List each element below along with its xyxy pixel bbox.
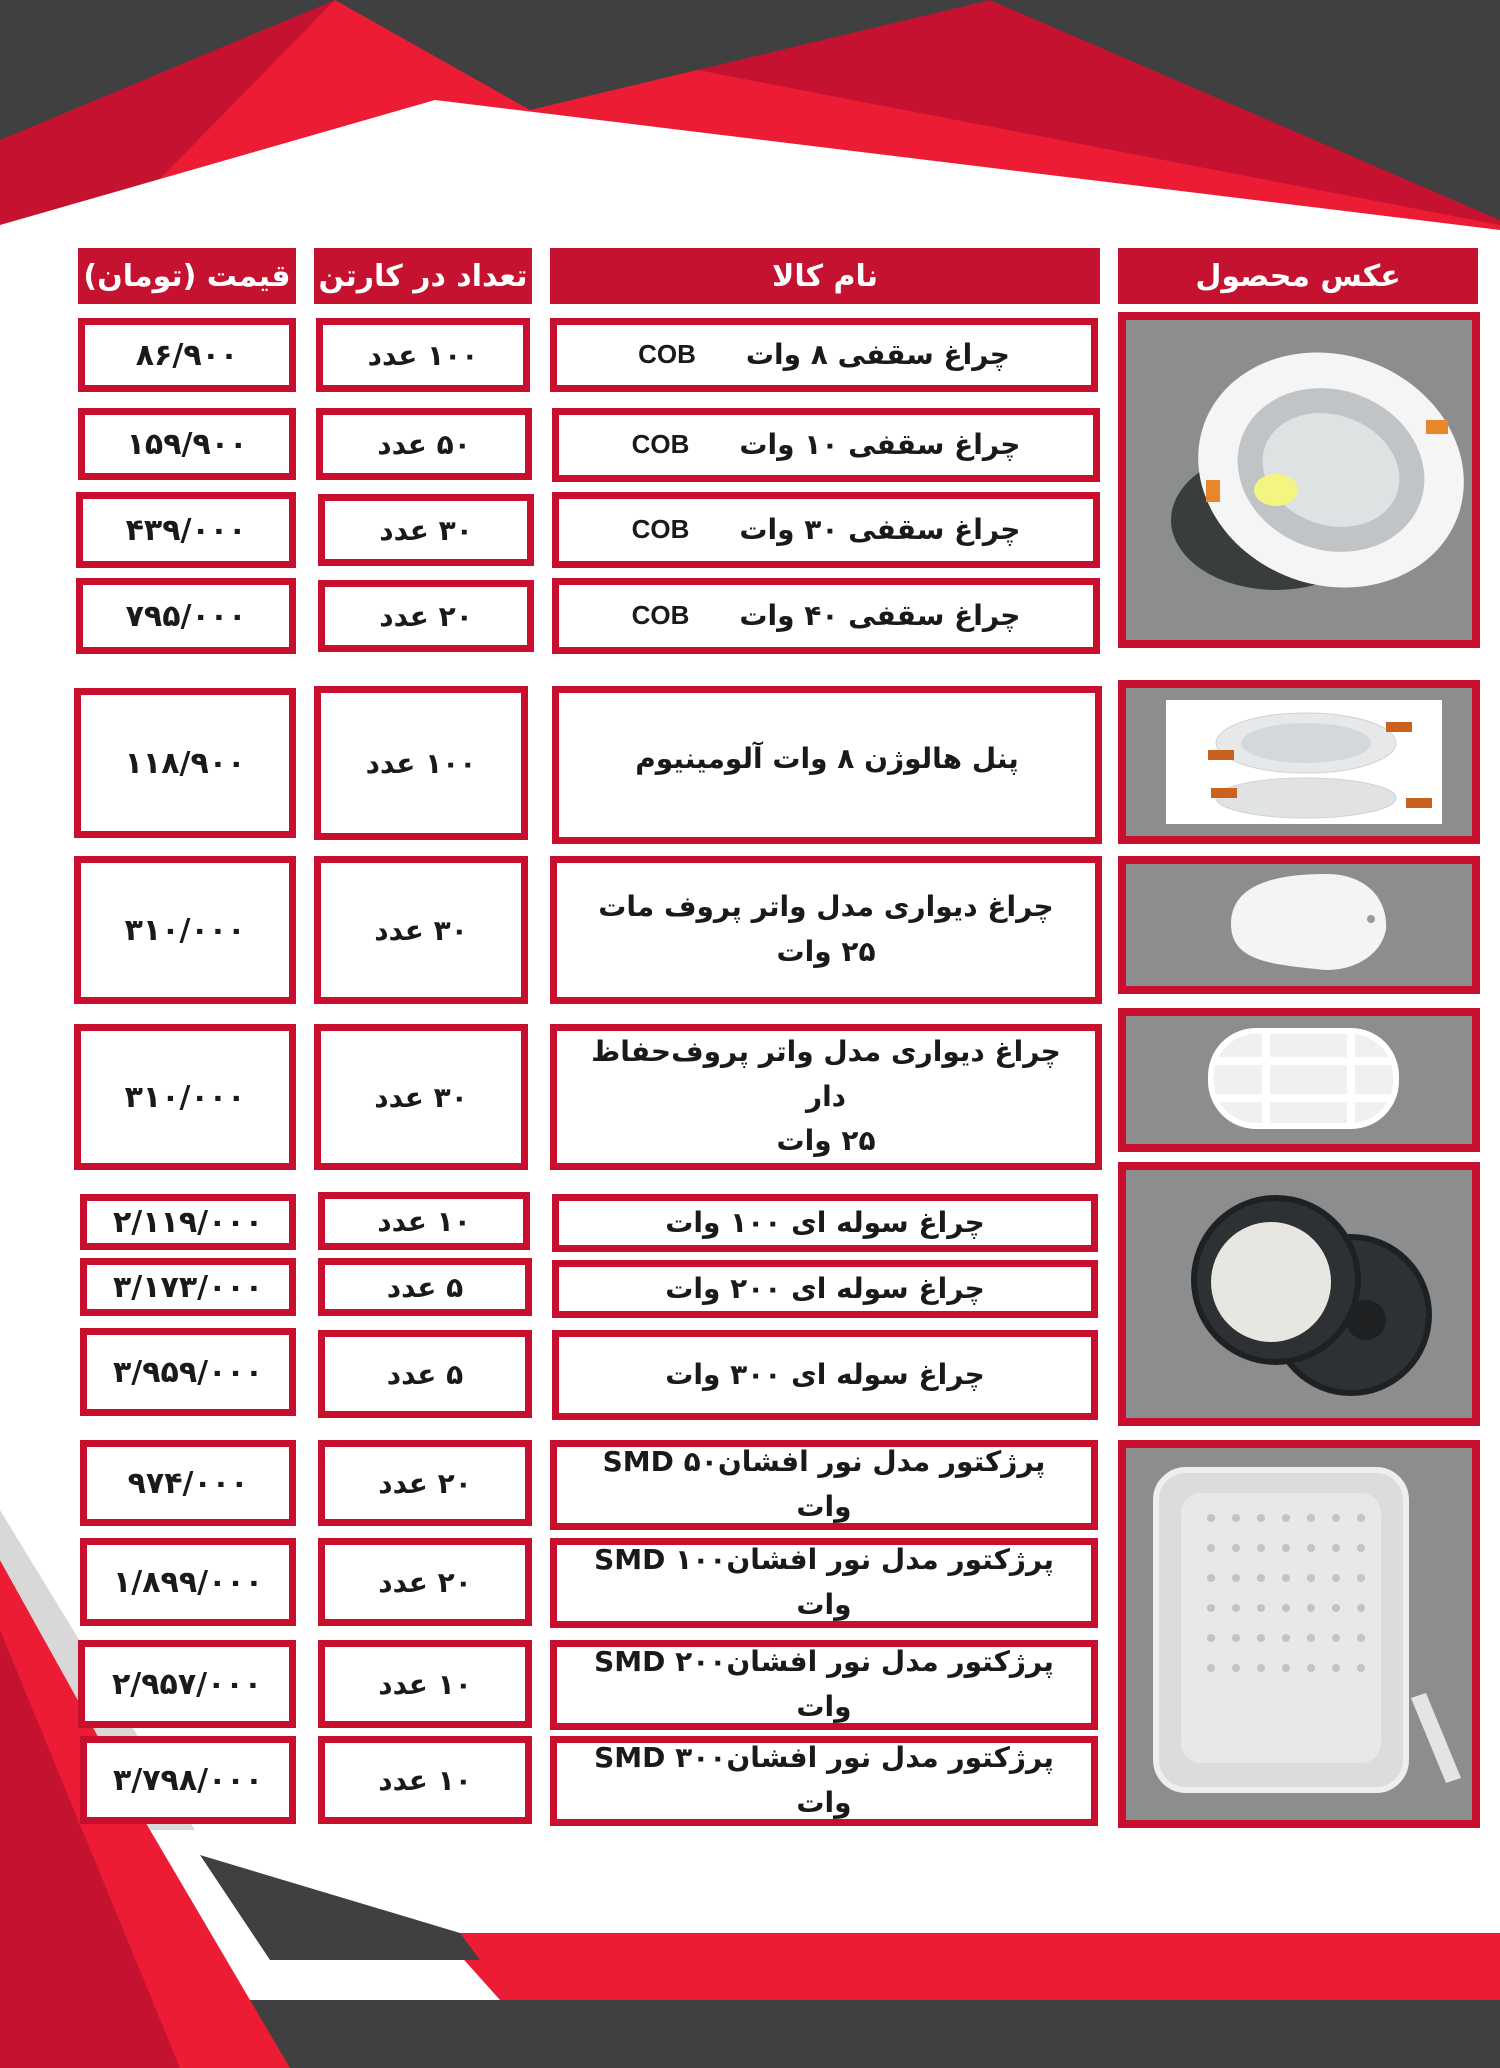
quantity-cell: ۱۰ عدد xyxy=(318,1192,530,1250)
price-cell: ۸۶/۹۰۰ xyxy=(78,318,296,392)
product-name-cell: چراغ سقفی ۴۰ وات COB xyxy=(552,578,1100,654)
quantity-cell: ۳۰ عدد xyxy=(318,494,534,566)
price-cell: ۴۳۹/۰۰۰ xyxy=(76,492,296,568)
price-cell: ۲/۱۱۹/۰۰۰ xyxy=(80,1194,296,1250)
product-name-cell: پرژکتور مدل نور افشانSMD ۲۰۰ وات xyxy=(550,1640,1098,1730)
price-cell: ۱/۸۹۹/۰۰۰ xyxy=(80,1538,296,1626)
wall-light-matte-icon xyxy=(1126,864,1472,986)
price-cell: ۳/۱۷۳/۰۰۰ xyxy=(80,1258,296,1316)
product-name-cell: پرژکتور مدل نور افشانSMD ۳۰۰ وات xyxy=(550,1736,1098,1826)
product-name-cell: چراغ سقفی ۱۰ وات COB xyxy=(552,408,1100,482)
product-image-wall-light-guarded xyxy=(1118,1008,1480,1152)
header-quantity: تعداد در کارتن xyxy=(314,248,532,304)
quantity-cell: ۵۰ عدد xyxy=(316,408,532,480)
product-name-cell: چراغ سوله ای ۳۰۰ وات xyxy=(552,1330,1098,1420)
product-name-cell: پرژکتور مدل نور افشانSMD ۱۰۰ وات xyxy=(550,1538,1098,1628)
highbay-light-icon xyxy=(1126,1170,1472,1418)
price-cell: ۳/۷۹۸/۰۰۰ xyxy=(80,1736,296,1824)
price-cell: ۳/۹۵۹/۰۰۰ xyxy=(80,1328,296,1416)
product-name-cell: چراغ سقفی ۳۰ وات COB xyxy=(552,492,1100,568)
price-cell: ۳۱۰/۰۰۰ xyxy=(74,1024,296,1170)
cob-downlight-icon xyxy=(1126,320,1472,640)
product-image-wall-light-matte xyxy=(1118,856,1480,994)
product-name-cell: پرژکتور مدل نور افشانSMD ۵۰ وات xyxy=(550,1440,1098,1530)
halogen-panel-icon xyxy=(1126,688,1472,836)
quantity-cell: ۱۰۰ عدد xyxy=(316,318,530,392)
header-product-image: عکس محصول xyxy=(1118,248,1478,304)
product-image-highbay xyxy=(1118,1162,1480,1426)
quantity-cell: ۱۰ عدد xyxy=(318,1736,532,1824)
quantity-cell: ۳۰ عدد xyxy=(314,856,528,1004)
product-image-floodlight xyxy=(1118,1440,1480,1828)
price-cell: ۷۹۵/۰۰۰ xyxy=(76,578,296,654)
product-name-cell: چراغ سقفی ۸ وات COB xyxy=(550,318,1098,392)
quantity-cell: ۵ عدد xyxy=(318,1330,532,1418)
quantity-cell: ۲۰ عدد xyxy=(318,580,534,652)
price-cell: ۲/۹۵۷/۰۰۰ xyxy=(78,1640,296,1728)
product-name-cell: پنل هالوژن ۸ وات آلومینیوم xyxy=(552,686,1102,844)
quantity-cell: ۱۰۰ عدد xyxy=(314,686,528,840)
price-cell: ۱۱۸/۹۰۰ xyxy=(74,688,296,838)
price-cell: ۱۵۹/۹۰۰ xyxy=(78,408,296,480)
floodlight-icon xyxy=(1126,1448,1472,1820)
price-cell: ۹۷۴/۰۰۰ xyxy=(80,1440,296,1526)
header-product-name: نام کالا xyxy=(550,248,1100,304)
product-name-cell: چراغ دیواری مدل واتر پروف‌حفاظ دار ۲۵ وات xyxy=(550,1024,1102,1170)
quantity-cell: ۲۰ عدد xyxy=(318,1440,532,1526)
header-price: قیمت (تومان) xyxy=(78,248,296,304)
product-image-halogen-panel xyxy=(1118,680,1480,844)
quantity-cell: ۵ عدد xyxy=(318,1258,532,1316)
product-name-cell: چراغ دیواری مدل واتر پروف مات ۲۵ وات xyxy=(550,856,1102,1004)
quantity-cell: ۳۰ عدد xyxy=(314,1024,528,1170)
price-cell: ۳۱۰/۰۰۰ xyxy=(74,856,296,1004)
quantity-cell: ۱۰ عدد xyxy=(318,1640,532,1728)
product-name-cell: چراغ سوله ای ۱۰۰ وات xyxy=(552,1194,1098,1252)
product-name-cell: چراغ سوله ای ۲۰۰ وات xyxy=(552,1260,1098,1318)
product-image-cob-downlight xyxy=(1118,312,1480,648)
wall-light-guarded-icon xyxy=(1126,1016,1472,1144)
quantity-cell: ۲۰ عدد xyxy=(318,1538,532,1626)
